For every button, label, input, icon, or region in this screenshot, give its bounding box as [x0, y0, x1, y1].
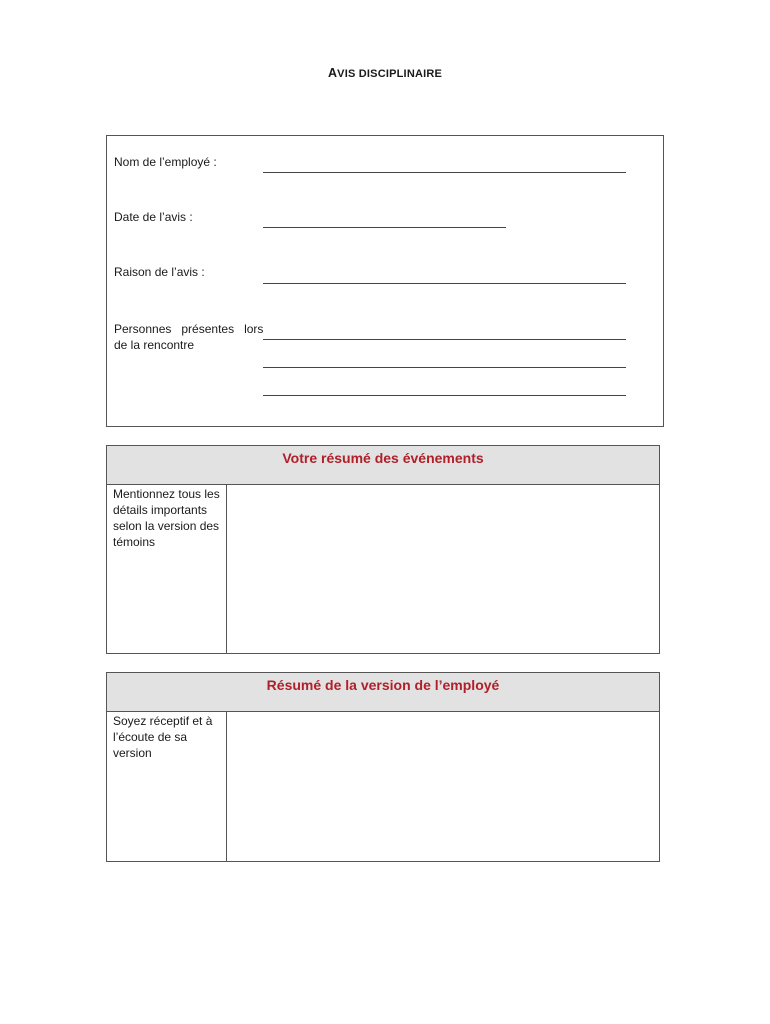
employee-version-field[interactable]	[227, 712, 659, 861]
title-first-letter: A	[327, 66, 338, 80]
document-title	[0, 66, 770, 80]
reason-line[interactable]	[263, 283, 626, 284]
title-rest-2: DISCIPLINAIRE	[358, 68, 443, 80]
title-rest: VIS	[337, 68, 359, 80]
events-summary-field[interactable]	[227, 485, 659, 653]
events-summary-heading: Votre résumé des événements	[107, 446, 659, 485]
attendees-line-2[interactable]	[263, 367, 626, 368]
attendees-line-1[interactable]	[263, 339, 626, 340]
employee-version-section	[106, 672, 660, 862]
employee-version-heading: Résumé de la version de l’employé	[107, 673, 659, 712]
employee-version-instructions: Soyez réceptif et à l’écoute de sa version	[107, 712, 227, 861]
events-summary-instructions: Mentionnez tous les détails importants selon la version des témoins	[107, 485, 227, 653]
attendees-label-line-1: Personnes présentes lors	[114, 322, 264, 336]
employee-info-box	[106, 135, 664, 427]
notice-date-label: Date de l’avis :	[114, 210, 193, 224]
events-summary-section	[106, 445, 660, 654]
employee-name-line[interactable]	[263, 172, 626, 173]
reason-label: Raison de l’avis :	[114, 265, 205, 279]
attendees-line-3[interactable]	[263, 395, 626, 396]
attendees-label-line-2: de la rencontre	[114, 338, 195, 352]
employee-name-label: Nom de l’employé :	[114, 155, 217, 169]
notice-date-line[interactable]	[263, 227, 506, 228]
